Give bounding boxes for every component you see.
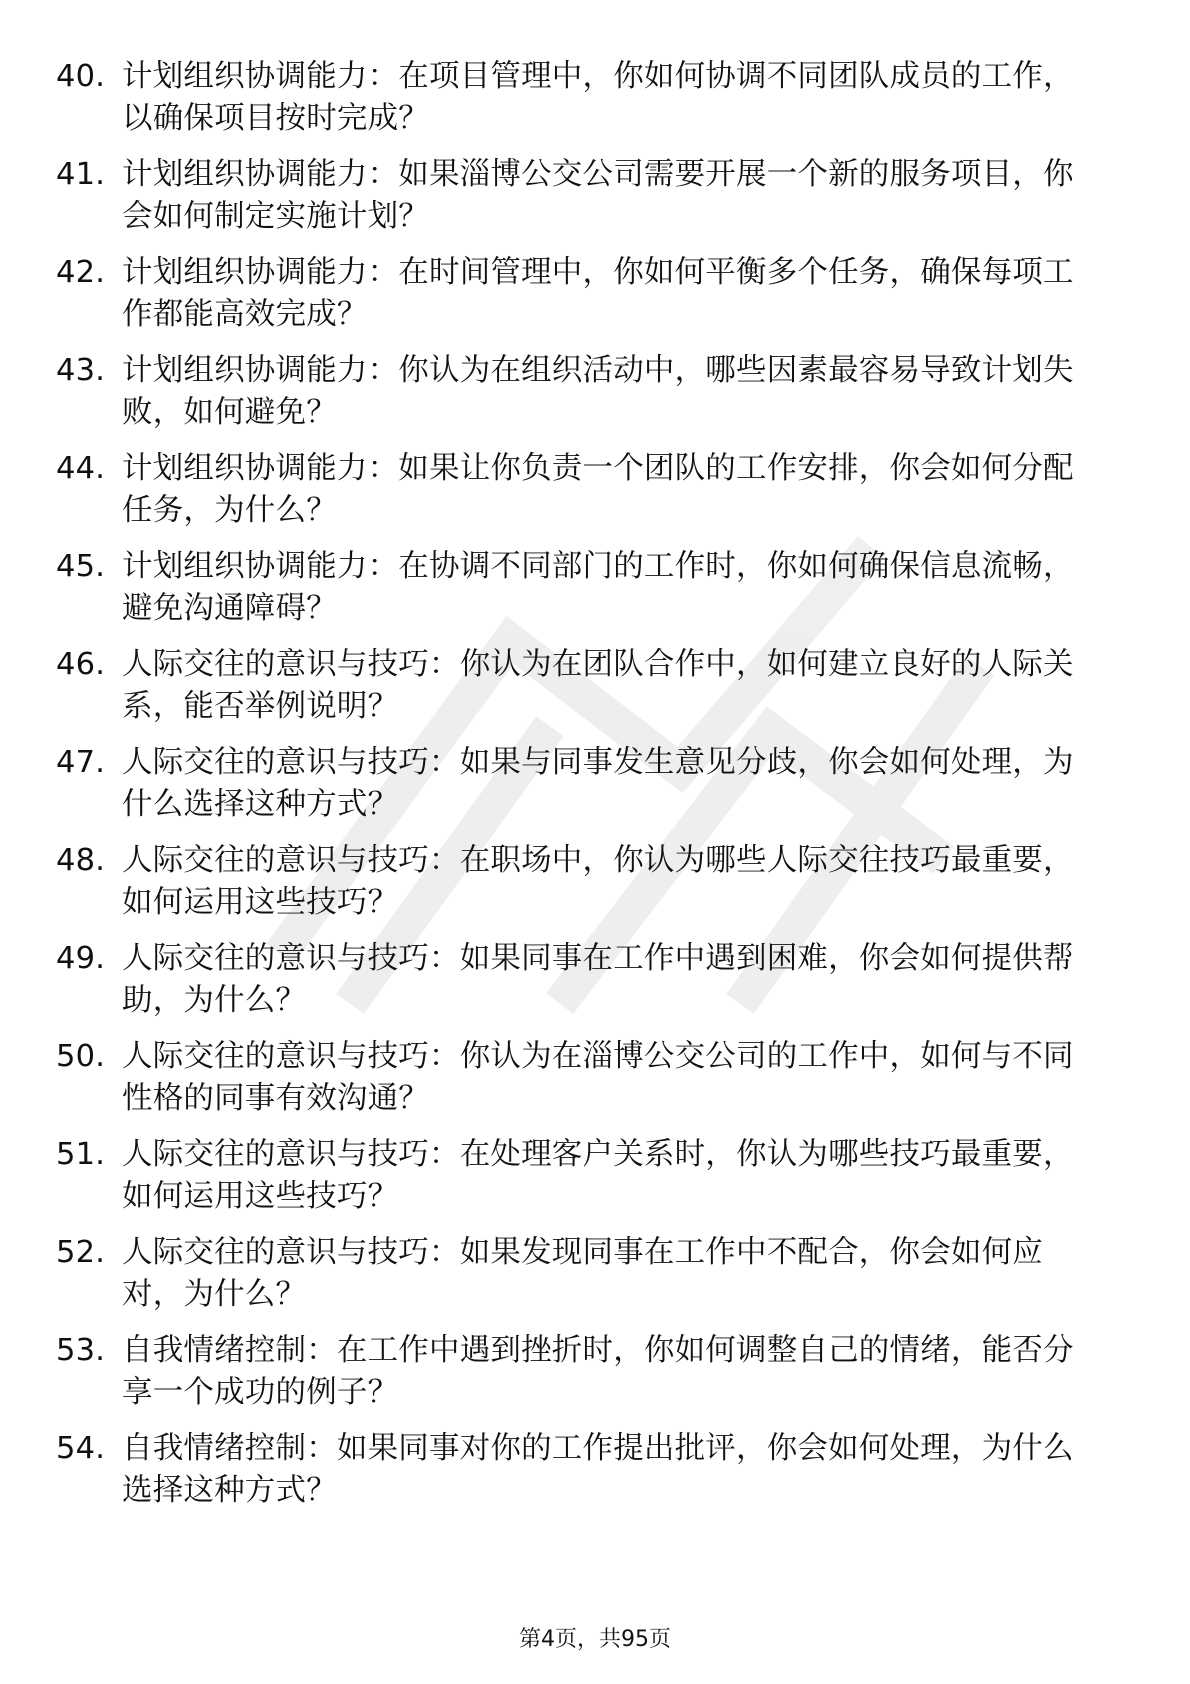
list-item — [56, 644, 1126, 742]
question-text: 自我情绪控制：如果同事对你的工作提出批评，你会如何处理，为什么选择这种方式？ — [122, 1431, 1074, 1508]
question-number: 44. — [56, 451, 106, 486]
list-item — [56, 546, 1126, 644]
question-text: 人际交往的意识与技巧：你认为在团队合作中，如何建立良好的人际关系，能否举例说明？ — [122, 647, 1074, 724]
question-text: 自我情绪控制：在工作中遇到挫折时，你如何调整自己的情绪，能否分享一个成功的例子？ — [122, 1333, 1074, 1410]
page-footer: 第4页，共95页 — [519, 1627, 671, 1652]
list-item — [56, 350, 1126, 448]
question-number: 49. — [56, 941, 106, 976]
list-item — [56, 938, 1126, 1036]
list-item — [56, 1134, 1126, 1232]
question-text: 人际交往的意识与技巧：你认为在淄博公交公司的工作中，如何与不同性格的同事有效沟通？ — [122, 1039, 1074, 1116]
question-list — [56, 56, 1126, 1526]
question-number: 54. — [56, 1431, 106, 1466]
question-number: 50. — [56, 1039, 106, 1074]
question-text: 人际交往的意识与技巧：在职场中，你认为哪些人际交往技巧最重要，如何运用这些技巧？ — [122, 843, 1074, 920]
question-number: 46. — [56, 647, 106, 682]
question-text: 计划组织协调能力：在协调不同部门的工作时，你如何确保信息流畅，避免沟通障碍？ — [122, 549, 1074, 626]
list-item — [56, 742, 1126, 840]
question-number: 45. — [56, 549, 106, 584]
question-text: 计划组织协调能力：你认为在组织活动中，哪些因素最容易导致计划失败，如何避免？ — [122, 353, 1074, 430]
question-text: 人际交往的意识与技巧：如果同事在工作中遇到困难，你会如何提供帮助，为什么？ — [122, 941, 1074, 1018]
list-item — [56, 56, 1126, 154]
list-item — [56, 840, 1126, 938]
question-number: 42. — [56, 255, 106, 290]
question-text: 计划组织协调能力：如果淄博公交公司需要开展一个新的服务项目，你会如何制定实施计划？ — [122, 157, 1074, 234]
question-number: 43. — [56, 353, 106, 388]
question-number: 52. — [56, 1235, 106, 1270]
question-text: 人际交往的意识与技巧：如果与同事发生意见分歧，你会如何处理，为什么选择这种方式？ — [122, 745, 1074, 822]
list-item — [56, 1428, 1126, 1526]
question-number: 47. — [56, 745, 106, 780]
list-item — [56, 1232, 1126, 1330]
question-number: 41. — [56, 157, 106, 192]
list-item — [56, 154, 1126, 252]
question-number: 40. — [56, 59, 106, 94]
list-item — [56, 252, 1126, 350]
question-text: 人际交往的意识与技巧：在处理客户关系时，你认为哪些技巧最重要，如何运用这些技巧？ — [122, 1137, 1074, 1214]
question-text: 人际交往的意识与技巧：如果发现同事在工作中不配合，你会如何应对，为什么？ — [122, 1235, 1043, 1312]
question-text: 计划组织协调能力：在时间管理中，你如何平衡多个任务，确保每项工作都能高效完成？ — [122, 255, 1074, 332]
question-number: 48. — [56, 843, 106, 878]
list-item — [56, 448, 1126, 546]
question-number: 53. — [56, 1333, 106, 1368]
question-number: 51. — [56, 1137, 106, 1172]
list-item — [56, 1330, 1126, 1428]
question-text: 计划组织协调能力：如果让你负责一个团队的工作安排，你会如何分配任务，为什么？ — [122, 451, 1074, 528]
question-text: 计划组织协调能力：在项目管理中，你如何协调不同团队成员的工作，以确保项目按时完成？ — [122, 59, 1074, 136]
list-item — [56, 1036, 1126, 1134]
